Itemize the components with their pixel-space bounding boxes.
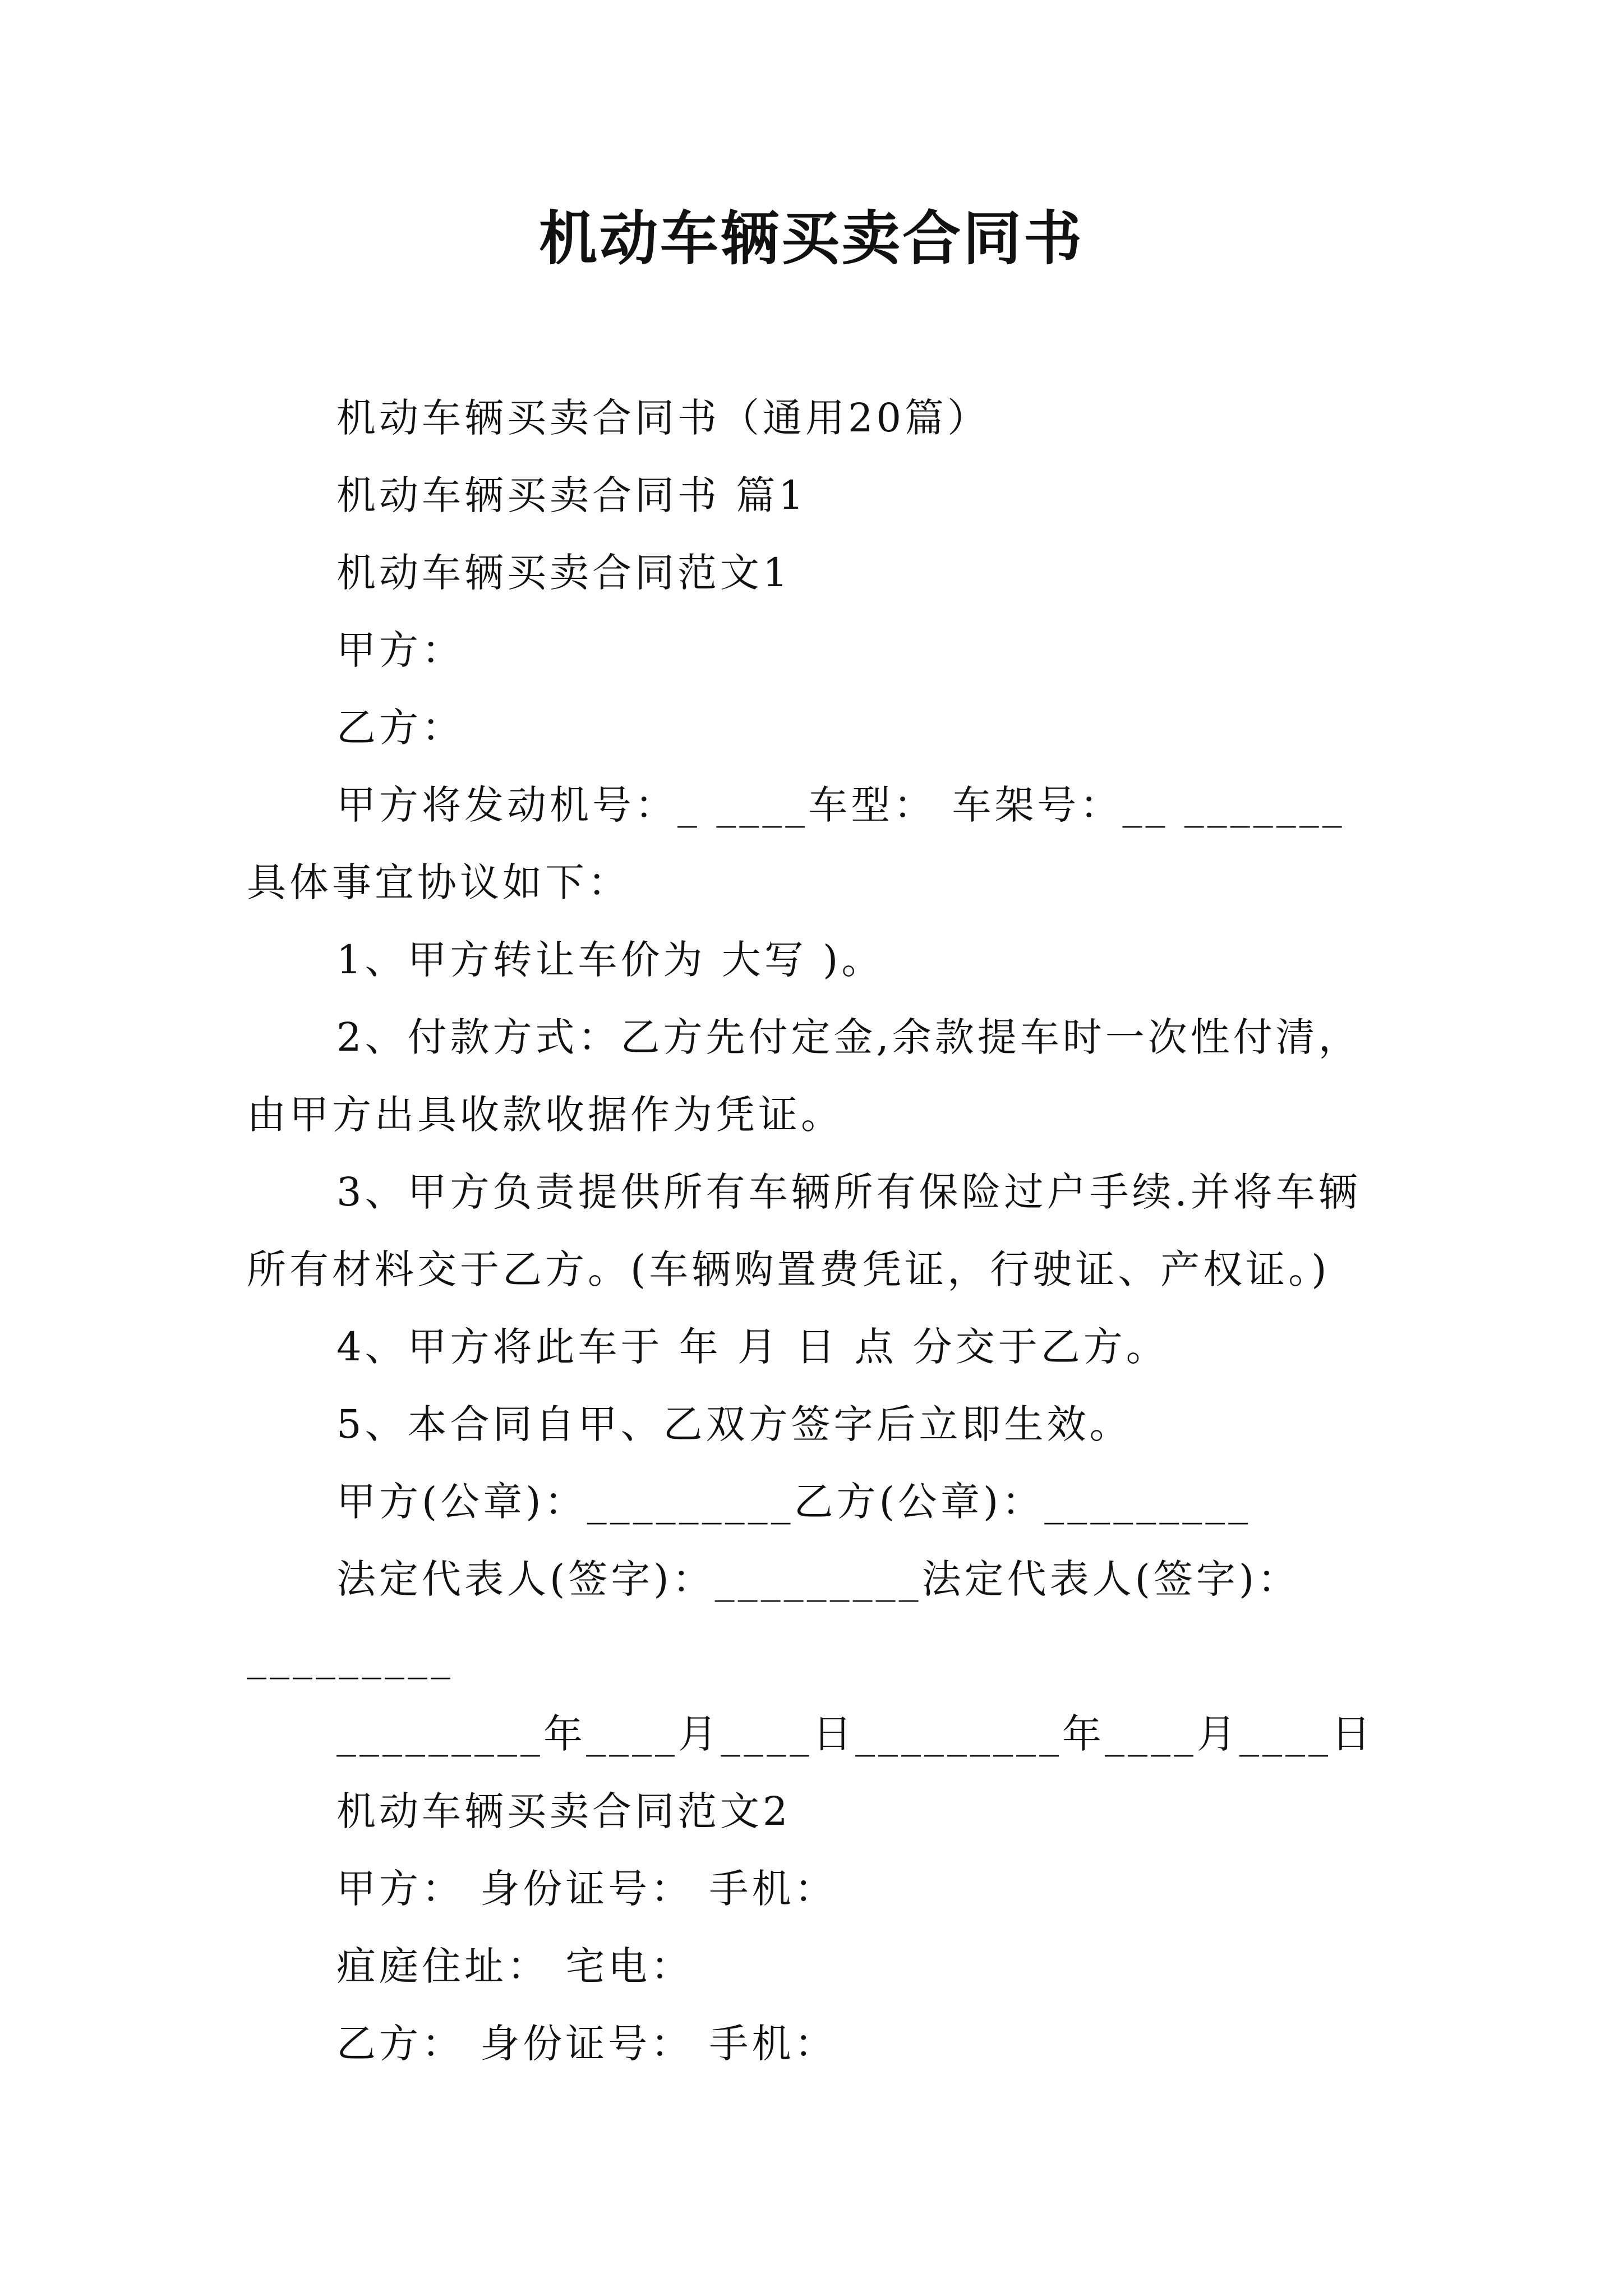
sample-heading: 机动车辆买卖合同范文1 (336, 550, 791, 596)
date-line: _________年____月____日_________年____月____日 (336, 1711, 1374, 1757)
subtitle-line: 机动车辆买卖合同书（通用20篇） (336, 395, 990, 441)
address-line: 疽庭住址： 宅电： (336, 1943, 694, 1989)
clause-2: 2、付款方式：乙方先付定金,余款提车时一次性付清， (336, 1014, 1361, 1060)
clause-4: 4、甲方将此车于 年 月 日 点 分交于乙方。 (336, 1324, 1169, 1370)
party-a-line: 甲方： (336, 627, 464, 673)
party-a-id-line: 甲方： 身份证号： 手机： (336, 1866, 837, 1912)
sample-2-heading: 机动车辆买卖合同范文2 (336, 1788, 791, 1834)
clause-2-continued: 由甲方出具收款收据作为凭证。 (247, 1092, 843, 1138)
signature-blank: _________ (247, 1634, 454, 1680)
party-b-line: 乙方： (336, 705, 464, 751)
agreement-intro-line: 具体事宜协议如下： (247, 859, 630, 905)
section-heading: 机动车辆买卖合同书 篇1 (336, 472, 807, 518)
clause-5: 5、本合同自甲、乙双方签字后立即生效。 (336, 1401, 1132, 1447)
clause-3: 3、甲方负责提供所有车辆所有保险过户手续.并将车辆 (336, 1169, 1361, 1215)
clause-3-continued: 所有材料交于乙方。(车辆购置费凭证，行驶证、产权证。) (247, 1246, 1330, 1292)
seal-line: 甲方(公章)：_________乙方(公章)：_________ (336, 1479, 1252, 1525)
document-title: 机动车辆买卖合同书 (538, 204, 1084, 273)
party-b-id-line: 乙方： 身份证号： 手机： (336, 2021, 837, 2067)
signature-line: 法定代表人(签字)：_________法定代表人(签字)： (336, 1556, 1301, 1602)
vehicle-info-line: 甲方将发动机号：_ ____车型： 车架号：__ _______ (336, 782, 1345, 828)
clause-1: 1、甲方转让车价为 大写 )。 (336, 937, 884, 983)
